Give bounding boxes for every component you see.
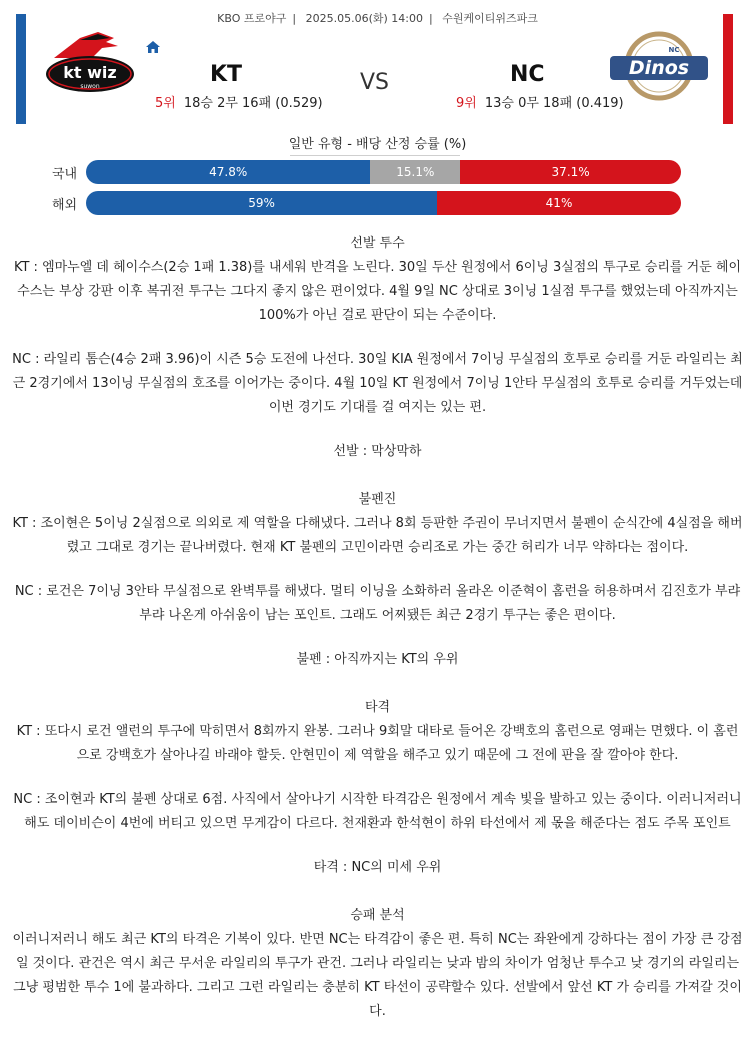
stats-title-text: 일반 유형 - 배당 산정 승률 (%) xyxy=(288,137,467,152)
home-win-segment: 59% xyxy=(86,191,437,215)
kt-logo-text: kt wiz xyxy=(63,63,117,82)
probability-bar xyxy=(86,191,681,215)
section-summary: 타격 : NC의 미세 우위 xyxy=(313,860,442,875)
home-team-record xyxy=(155,92,323,111)
section-heading: 선발 투수 xyxy=(350,236,405,251)
home-team-wl: 18승 2무 16패 (0.529) xyxy=(183,96,323,111)
stats-title-underline xyxy=(290,155,460,156)
paragraph: NC : 라일리 톰슨(4승 2패 3.96)이 시즌 5승 도전에 나선다. 30일 KIA 원정에서 7이닝 무실점의 호투로 승리를 거둔 라일리는 최근 2경기에서 13이닝 무실점의 호조를 이어가는 중이다. 4월 10일 KT 원정에서 7이닝 1안타 무실점의 호투로 승리를 거두었는데 이번 경기도 기대를 걸 여지는 있는 편. xyxy=(12,352,743,415)
home-team-name: KT xyxy=(210,62,243,87)
away-team-rank: 9위 xyxy=(456,96,477,111)
home-color-bar xyxy=(16,14,26,124)
match-datetime: 2025.05.06(화) 14:00 xyxy=(305,12,423,25)
kt-logo-subtext: suwon xyxy=(80,83,100,90)
stats-row-domestic xyxy=(0,160,755,184)
match-meta: KBO 프로야구 | 2025.05.06(화) 14:00 | 수원케이티위즈파크 xyxy=(217,12,538,25)
paragraph: KT : 또다시 로건 앨런의 투구에 막히면서 8회까지 완봉. 그러나 9회말 대타로 들어온 강백호의 홈런으로 영패는 면했다. 이 홈런으로 강백호가 살아나길 바래야 할듯. 안현민이 제 역할을 해주고 있기 때문에 그 전에 판을 잘 깔아야 한다. xyxy=(16,724,739,763)
home-win-segment: 47.8% xyxy=(86,160,370,184)
home-team-rank: 5위 xyxy=(155,96,176,111)
away-win-segment: 37.1% xyxy=(460,160,681,184)
section-heading: 타격 xyxy=(364,700,391,715)
away-win-segment: 41% xyxy=(437,191,681,215)
away-team-name: NC xyxy=(510,62,545,87)
away-team-record xyxy=(456,92,624,111)
away-color-bar xyxy=(723,14,733,124)
section-heading: 승패 분석 xyxy=(350,908,405,923)
stadium-label: 수원케이티위즈파크 xyxy=(442,12,538,25)
paragraph: NC : 조이현과 KT의 불펜 상대로 6점. 사직에서 살아나기 시작한 타격감은 원정에서 계속 빛을 발하고 있는 중이다. 이러니저러니 해도 데이비슨이 4번에 버티고 있으면 무게감이 다르다. 천재환과 한석현이 하위 타선에서 제 몫을 해준다는 점도 주목 포인트 xyxy=(13,792,742,831)
vs-label: VS xyxy=(360,70,390,95)
paragraph: KT : 엠마누엘 데 헤이수스(2승 1패 1.38)를 내세워 반격을 노린다. 30일 두산 원정에서 6이닝 3실점의 투구로 승리를 거둔 헤이수스는 부상 강판 이후 복귀전 투구는 그다지 좋지 않은 편이었다. 4월 9일 NC 상대로 3이닝 1실점 투구를 했었는데 아직까지는 100%가 아닌 걸로 판단이 되는 수준이다. xyxy=(13,260,742,323)
paragraph: NC : 로건은 7이닝 3안타 무실점으로 완벽투를 해냈다. 멀티 이닝을 소화하러 올라온 이준혁이 홈런을 허용하며서 김진호가 부랴부랴 나온게 아쉬움이 남는 포인트. 그래도 어찌됐든 최근 2경기 투구는 좋은 편이다. xyxy=(14,584,741,623)
nc-dinos-logo xyxy=(608,30,710,102)
match-header xyxy=(0,0,755,130)
nc-logo-subtext: NC xyxy=(668,46,680,54)
stats-title xyxy=(0,133,755,152)
section-summary: 불펜 : 아직까지는 KT의 우위 xyxy=(296,652,459,667)
section-summary: 선발 : 막상막하 xyxy=(333,444,422,459)
league-label: KBO 프로야구 xyxy=(217,12,287,25)
stats-row-overseas xyxy=(0,191,755,215)
home-team-icon xyxy=(145,40,161,54)
stats-row-label: 해외 xyxy=(52,198,78,213)
preview-article xyxy=(12,232,743,1024)
nc-logo-text: Dinos xyxy=(628,57,690,79)
paragraph: KT : 조이현은 5이닝 2실점으로 의외로 제 역할을 다해냈다. 그러나 8회 등판한 주권이 무너지면서 불펜이 순식간에 4실점을 해버렸고 그대로 경기는 끝나버렸다. 현재 KT 불펜의 고민이라면 승리조로 가는 중간 허리가 너무 약하다는 점이다. xyxy=(12,516,743,555)
probability-bar xyxy=(86,160,681,184)
away-team-wl: 13승 0무 18패 (0.419) xyxy=(484,96,624,111)
kt-wiz-logo xyxy=(40,28,140,100)
stats-row-label: 국내 xyxy=(52,167,78,182)
draw-segment: 15.1% xyxy=(370,160,460,184)
paragraph: 이러니저러니 해도 최근 KT의 타격은 기복이 있다. 반면 NC는 타격감이 좋은 편. 특히 NC는 좌완에게 강하다는 점이 가장 큰 강점일 것이다. 관건은 역시 최근 무서운 라일리의 투구가 관건. 그러나 라일리는 낮과 밤의 차이가 엄청난 투수고 낮 경기의 라일리는 그냥 평범한 투수 1에 불과하다. 그리고 그런 라일리는 충분히 KT 타선이 공략할수 있다. 선발에서 앞선 KT 가 승리를 가져갈 것이다. xyxy=(12,932,743,1019)
section-heading: 불펜진 xyxy=(358,492,397,507)
